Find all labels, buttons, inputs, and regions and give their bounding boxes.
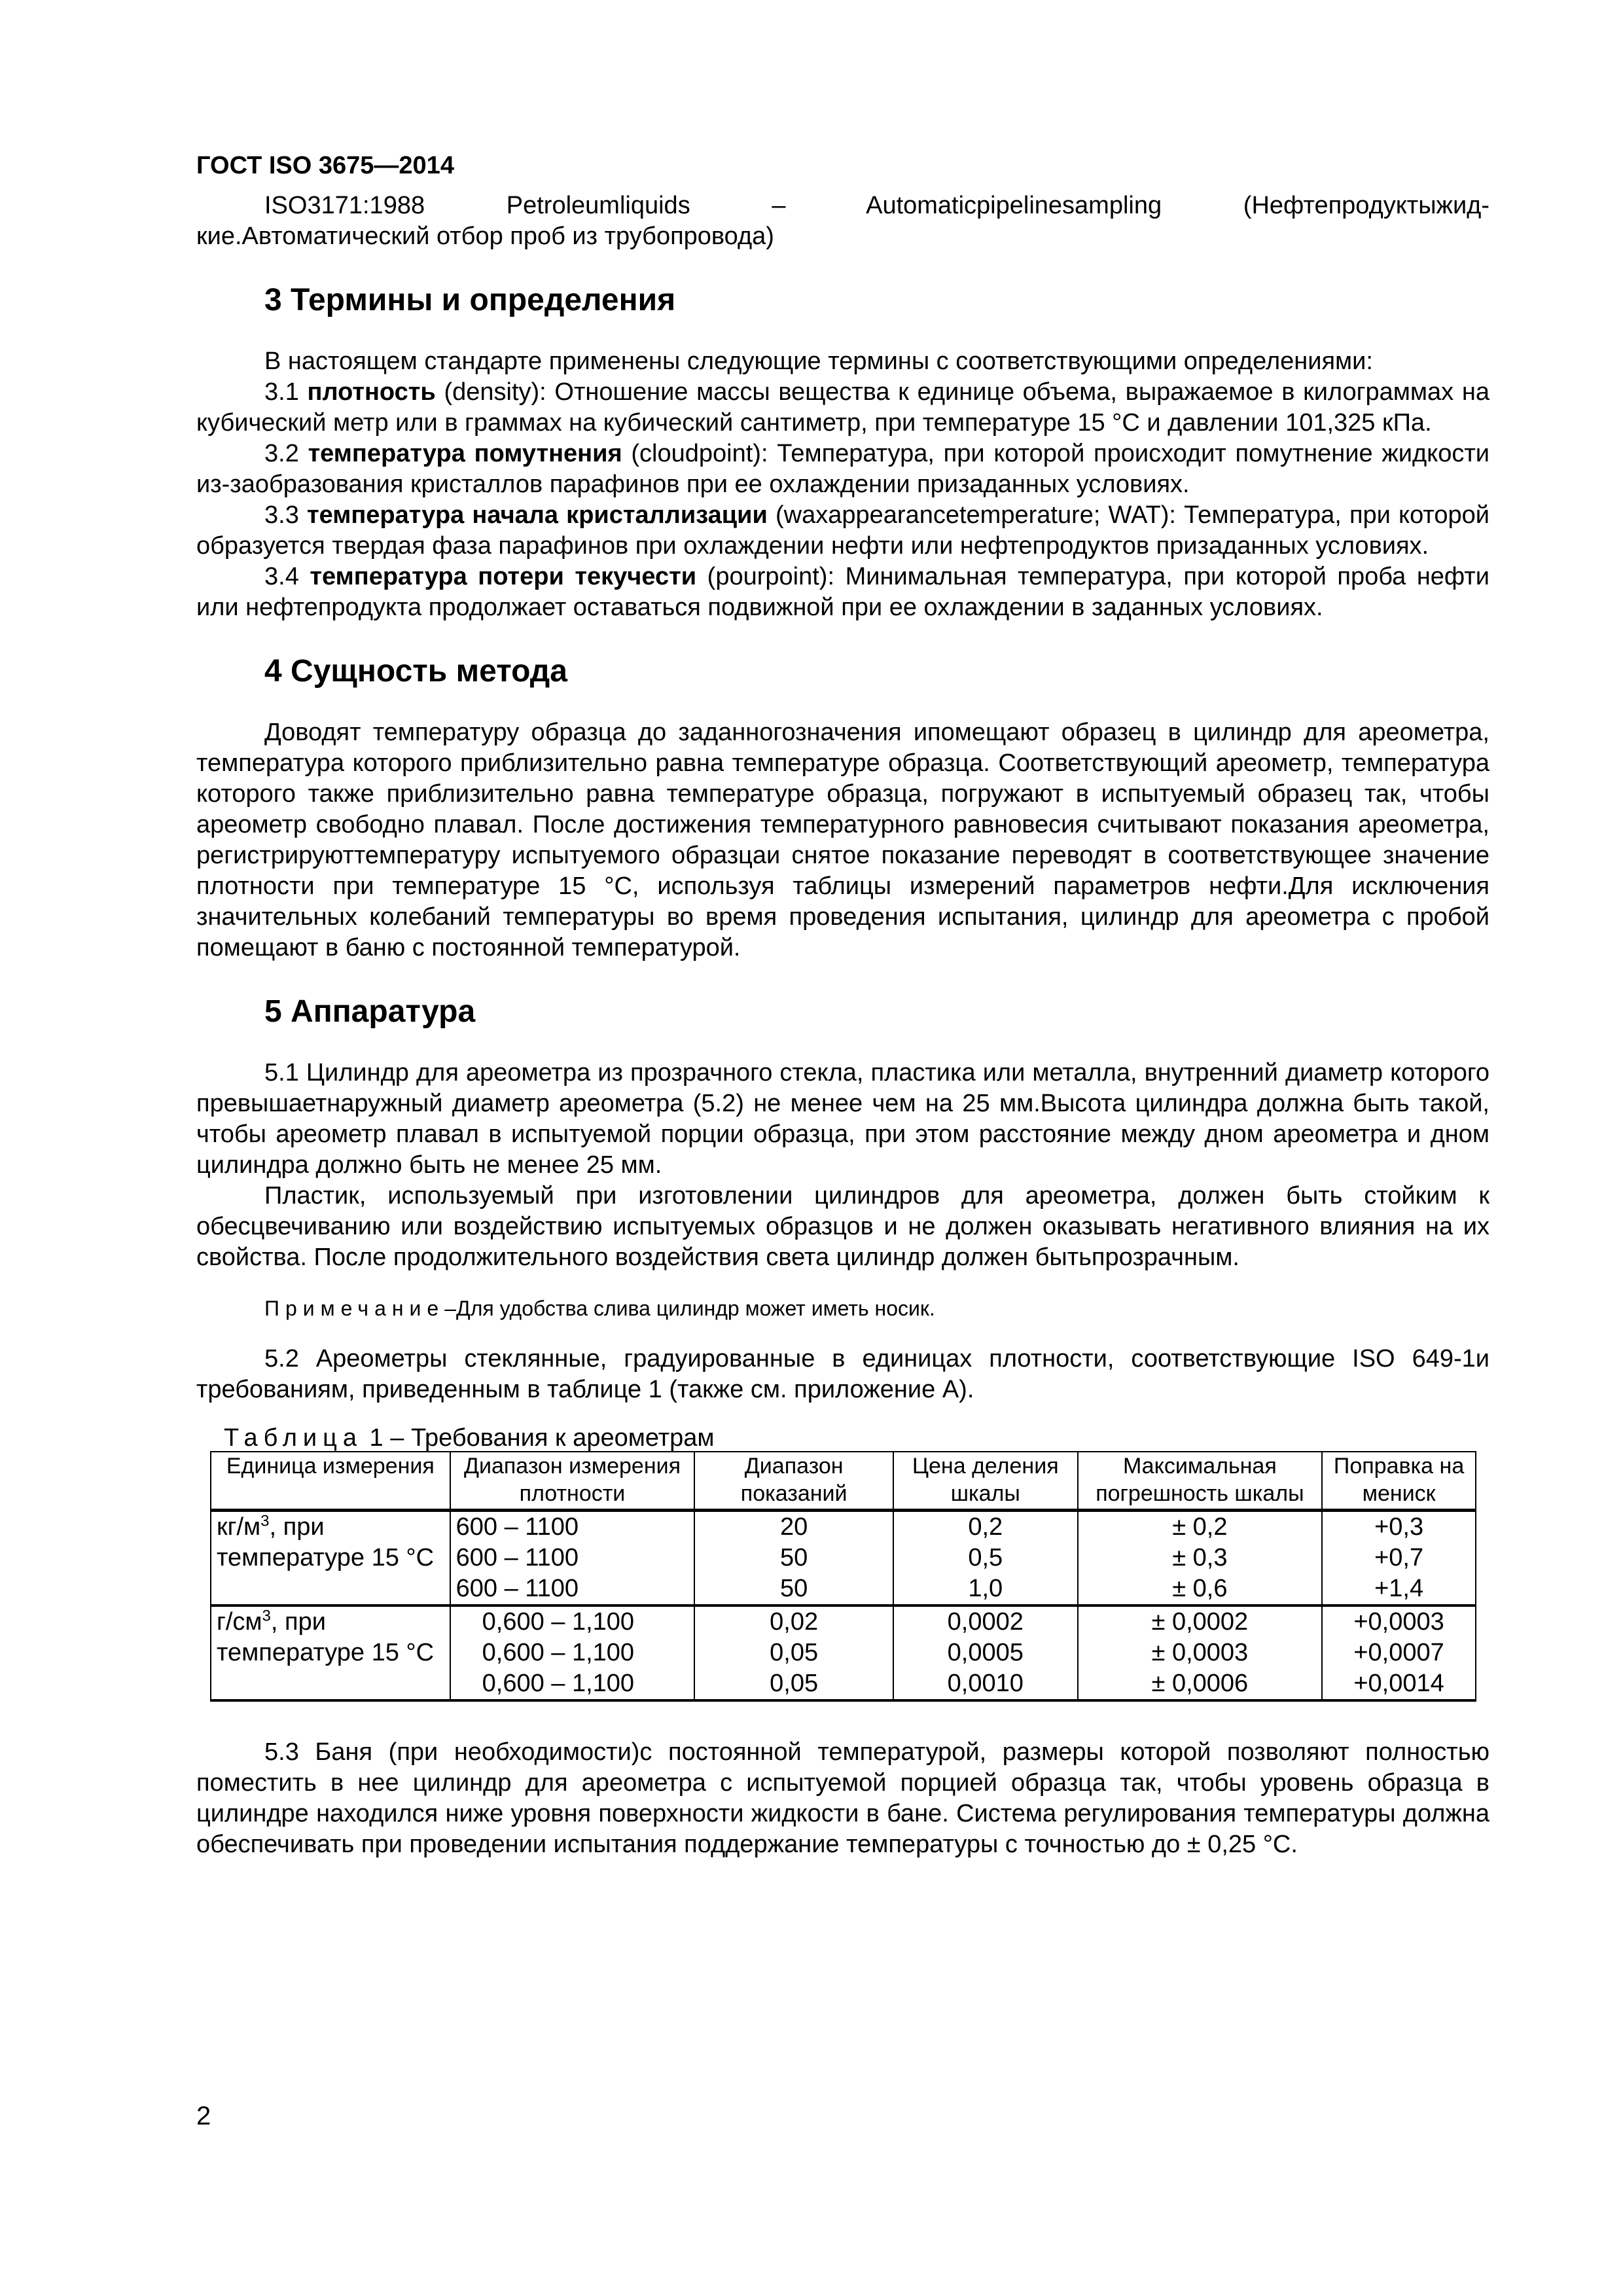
header-unit: Единица измерения [211,1452,450,1511]
reading-range-cell: 50 [694,1543,893,1573]
max-error-cell: ± 0,3 [1078,1543,1323,1573]
paragraph-5-1-plastic: Пластик, используемый при изготовлении цилиндров для ареометра, должен быть стойким к обесцвечиванию или воздействию испытуемых образцов и не должен оказывать негативного влияния на их свойства. После продолжительного воздействия света цилиндр должен бытьпрозрачным. [196,1182,1489,1271]
meniscus-correction-cell: +0,0003 [1322,1605,1476,1638]
reference-iso3171-line1: ISO3171:1988 Petroleumliquids – Automaticpipelinesampling (Нефтепродуктыжид- [264,192,1489,219]
paragraph-5-2: 5.2 Ареометры стеклянные, градуированные в единицах плотности, соответствующие ISO 649-1и требованиям, приведенным в таблице 1 (также см. приложение А). [196,1345,1489,1403]
max-error-cell: ± 0,6 [1078,1573,1323,1605]
unit-kg-m3: $кг/м^3$, при температуре 15 °С [211,1511,450,1606]
density-range-cell: 600 – 1100 [450,1573,695,1605]
hydrometer-requirements-table [210,1451,1476,1702]
unit-g-cm3: $г/см^3$, при температуре 15 °С [211,1605,450,1700]
paragraph-5-1: 5.1 Цилиндр для ареометра из прозрачного стекла, пластика или металла, внутренний диаметр которого превышаетнаружный диаметр ареометра (5.2) не менее чем на 25 мм.Высота цилиндра должна быть такой, чтобы ареометр плавал в испытуемой порции образца, при этом расстояние между дном ареометра и дном цилиндра должно быть не менее 25 мм. [196,1059,1489,1179]
meniscus-correction-cell: +0,0007 [1322,1638,1476,1668]
table-caption-title: 1 – Требования к ареометрам [363,1424,715,1452]
header-max-error: Максимальная погрешность шкалы [1078,1452,1323,1511]
term-definition: (density): Отношение массы вещества к единице объема, выражаемое в килограммах на кубический метр или в граммах на кубический сантиметр, при температуре 15 °С и давлении 101,325 кПа. [196,378,1489,437]
header-meniscus-correction: Поправка на мениск [1322,1452,1476,1511]
section-5-heading: 5 Аппаратура [264,994,476,1029]
note [196,1295,1489,1321]
meniscus-correction-cell: +0,7 [1322,1543,1476,1573]
table-row [211,1511,1476,1543]
scale-division-cell: 0,0010 [893,1668,1078,1700]
term-number: 3.3 [264,501,307,529]
max-error-cell: ± 0,0006 [1078,1668,1323,1700]
term-definition: (waxappearancetemperature; WAT): Температура, при которой образуется твердая фаза парафинов при охлаждении нефти или нефтепродуктов призаданных условиях. [196,501,1489,560]
term-number: 3.1 [264,378,308,406]
scale-division-cell: 0,5 [893,1543,1078,1573]
max-error-cell: ± 0,0003 [1078,1638,1323,1668]
reading-range-cell: 0,05 [694,1668,893,1700]
header-reading-range: Диапазон показаний [694,1452,893,1511]
term-3-3 [196,500,1489,562]
page-content [196,151,1489,1860]
term-definition: (pourpoint): Минимальная температура, при которой проба нефти или нефтепродукта продолжает оставаться подвижной при ее охлаждении в заданных условиях. [196,563,1489,621]
running-header: ГОСТ ISO 3675—2014 [196,152,454,179]
note-text: –Для удобства слива цилиндр может иметь носик. [444,1297,935,1320]
table-row [211,1605,1476,1638]
section-3-heading: 3 Термины и определения [264,283,676,317]
term-name: плотность [307,378,436,406]
scale-division-cell: 1,0 [893,1573,1078,1605]
meniscus-correction-cell: +0,3 [1322,1511,1476,1543]
density-range-cell: 0,600 – 1,100 [450,1668,695,1700]
term-name: температура начала кристаллизации [306,501,768,529]
section-3-intro: В настоящем стандарте применены следующие термины с соответствующими определениями: [264,348,1373,375]
term-3-4 [196,562,1489,623]
term-name: температура потери текучести [310,563,697,590]
reading-range-cell: 0,05 [694,1638,893,1668]
term-number: 3.2 [264,440,308,467]
reading-range-cell: 0,02 [694,1605,893,1638]
header-scale-division: Цена деления шкалы [893,1452,1078,1511]
table-1-caption [224,1425,1489,1451]
section-4-text: Доводят температуру образца до заданногозначения ипомещают образец в цилиндр для ареометра, температура которого приблизительно равна температуре образца. Соответствующий ареометр, температура которого также приблизительно равна температуре образца, погружают в испытуемый образец так, чтобы ареометр свободно плавал. После достижения температурного равновесия считывают показания ареометра, регистрируюттемпературу испытуемого образцаи снятое показание переводят в соответствующее значение плотности при температуре 15 °С, используя таблицы измерений параметров нефти.Для исключения значительных колебаний температуры во время проведения испытания, цилиндр для ареометра с пробой помещают в баню с постоянной температурой. [196,719,1489,961]
scale-division-cell: 0,0002 [893,1605,1078,1638]
max-error-cell: ± 0,2 [1078,1511,1323,1543]
density-range-cell: 0,600 – 1,100 [450,1605,695,1638]
scale-division-cell: 0,0005 [893,1638,1078,1668]
reading-range-cell: 50 [694,1573,893,1605]
term-number: 3.4 [264,563,310,590]
page-number: 2 [196,2102,211,2130]
header-density-range: Диапазон измерения плотности [450,1452,695,1511]
term-definition: (cloudpoint): Температура, при которой происходит помутнение жидкости из-заобразования кристаллов парафинов при ее охлаждении призаданных условиях. [196,440,1489,498]
term-name: температура помутнения [308,440,622,467]
max-error-cell: ± 0,0002 [1078,1605,1323,1638]
density-range-cell: 0,600 – 1,100 [450,1638,695,1668]
term-3-1 [196,377,1489,439]
density-range-cell: 600 – 1100 [450,1511,695,1543]
density-range-cell: 600 – 1100 [450,1543,695,1573]
term-3-2 [196,439,1489,500]
section-4-heading: 4 Сущность метода [264,654,567,689]
table-caption-label: Таблица [224,1424,363,1452]
table-header-row [211,1452,1476,1511]
meniscus-correction-cell: +1,4 [1322,1573,1476,1605]
paragraph-5-3: 5.3 Баня (при необходимости)с постоянной температурой, размеры которой позволяют полностью поместить в нее цилиндр для ареометра с испытуемой порцией образца так, чтобы уровень образца в цилиндре находился ниже уровня поверхности жидкости в бане. Система регулирования температуры должна обеспечивать при проведении испытания поддержание температуры с точностью до ± 0,25 °С. [196,1738,1489,1858]
reading-range-cell: 20 [694,1511,893,1543]
meniscus-correction-cell: +0,0014 [1322,1668,1476,1700]
scale-division-cell: 0,2 [893,1511,1078,1543]
reference-iso3171-line2: кие.Автоматический отбор проб из трубопровода) [196,223,774,250]
note-label: Примечание [264,1297,445,1320]
